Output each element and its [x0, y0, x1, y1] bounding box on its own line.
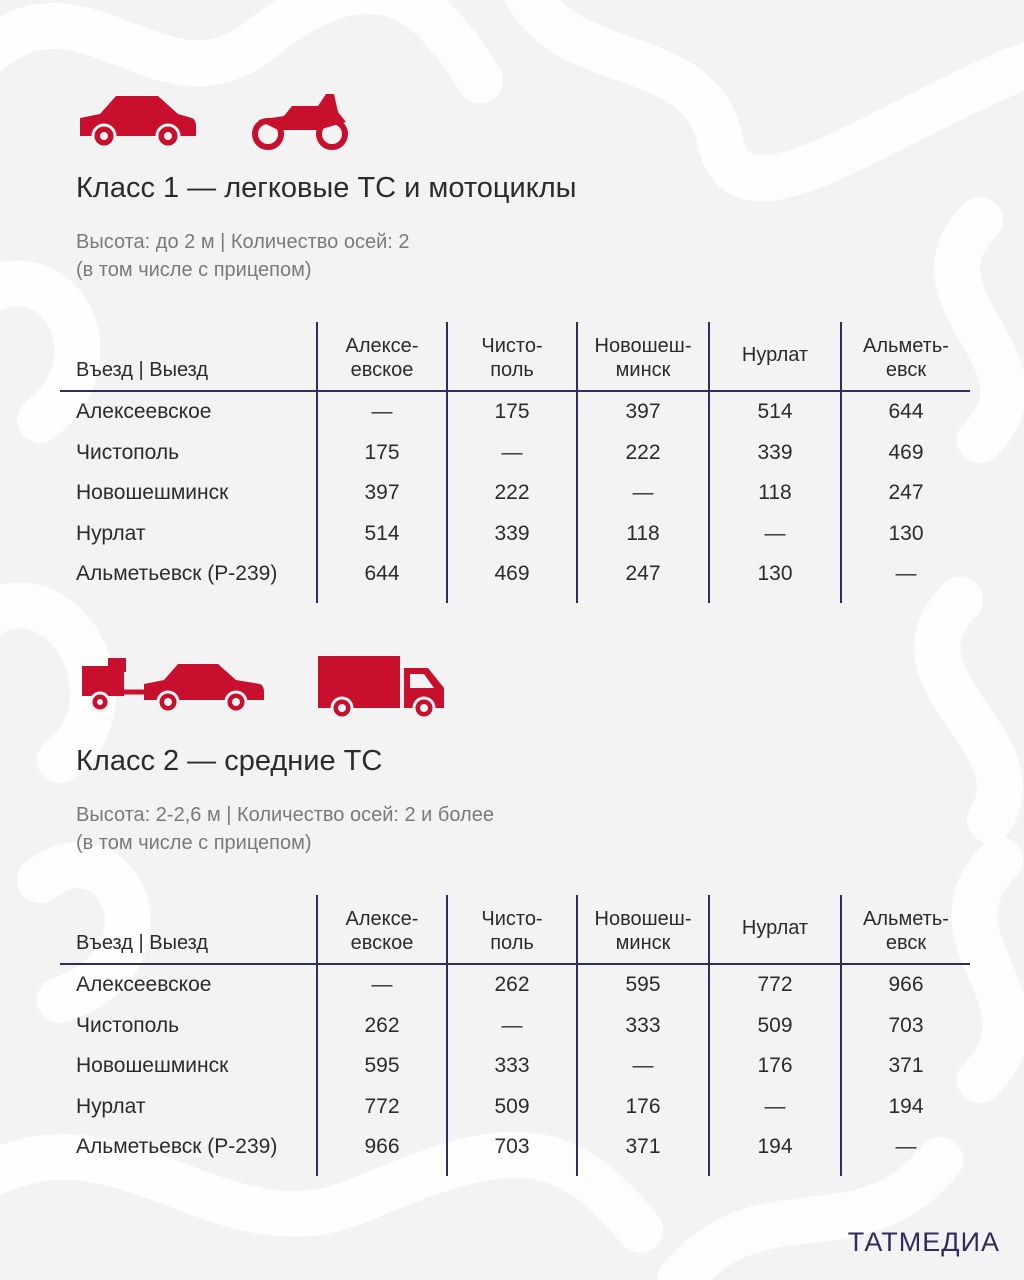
col-header-novosheshminsk: Новошеш- минск: [594, 335, 692, 381]
brand-logo: ТАТМЕДИА: [847, 1227, 1000, 1257]
row-label: Алексеевское: [76, 400, 212, 423]
row-label: Чистополь: [76, 440, 180, 464]
table-cell: —: [501, 440, 523, 464]
table-cell: 262: [494, 973, 530, 996]
column-divider: [576, 322, 578, 603]
table-cell: 509: [494, 1094, 530, 1118]
table-cell: 222: [494, 481, 530, 504]
table-cell: 130: [757, 562, 793, 585]
column-divider: [446, 895, 448, 1176]
row-label: Альметьевск (Р-239): [76, 1135, 278, 1158]
table-cell: 772: [757, 973, 793, 996]
col-header-novosheshminsk: Новошеш- минск: [594, 908, 692, 954]
col-header-alekseevskoe: Алексе- евское: [345, 335, 419, 381]
table-cell: —: [632, 481, 654, 504]
motorcycle-icon: [248, 92, 348, 150]
table-cell: 514: [757, 400, 793, 423]
section-1-subtitle: [76, 228, 410, 284]
table-cell: 397: [364, 481, 400, 504]
row-label: Чистополь: [76, 1013, 180, 1037]
table-cell: 509: [757, 1013, 793, 1037]
column-divider: [576, 895, 578, 1176]
section-1-title: Класс 1 — легковые ТС и мотоциклы: [76, 172, 577, 204]
table-cell: 333: [494, 1054, 530, 1077]
col-header-chistopol: Чисто- поль: [481, 335, 543, 381]
table-cell: 703: [888, 1013, 924, 1037]
table-cell: 644: [364, 562, 400, 585]
section-2-title: Класс 2 — средние ТС: [76, 745, 383, 777]
col-header-almetyevsk: Альметь- евск: [863, 335, 949, 381]
table-body: [60, 965, 970, 1168]
section-2-subtitle-line2: (в том числе с прицепом): [76, 832, 312, 854]
col-header-nurlat: Нурлат: [741, 344, 809, 366]
row-label: Нурлат: [76, 521, 146, 545]
section-1-table: [60, 320, 970, 595]
table-cell: 966: [888, 973, 924, 996]
table-cell: 339: [494, 521, 530, 545]
table-cell: 194: [888, 1094, 924, 1118]
table-cell: 595: [364, 1054, 400, 1077]
table-cell: 262: [364, 1013, 400, 1037]
table-cell: 176: [625, 1094, 661, 1118]
car-with-trailer-icon: [78, 654, 266, 720]
table-row: [60, 965, 970, 1006]
table-header: [60, 893, 970, 965]
table-cell: 469: [888, 440, 924, 464]
section-1-subtitle-line2: (в том числе с прицепом): [76, 259, 312, 281]
col-header-almetyevsk: Альметь- евск: [863, 908, 949, 954]
table-cell: 371: [888, 1054, 924, 1077]
table-cell: 247: [625, 562, 661, 585]
column-divider: [446, 322, 448, 603]
column-divider: [316, 322, 318, 603]
table-cell: 339: [757, 440, 793, 464]
table-cell: 194: [757, 1135, 793, 1158]
table-cell: 130: [888, 521, 924, 545]
row-label: Альметьевск (Р-239): [76, 562, 278, 585]
column-divider: [708, 895, 710, 1176]
col-header-chistopol: Чисто- поль: [481, 908, 543, 954]
table-cell: —: [895, 1135, 917, 1158]
table-row: [60, 1006, 970, 1047]
table-cell: —: [764, 521, 786, 545]
table-cell: 644: [888, 400, 924, 423]
row-label: Новошешминск: [76, 1054, 229, 1077]
table-cell: 118: [758, 481, 792, 504]
column-divider: [840, 895, 842, 1176]
table-row: [60, 1127, 970, 1168]
table-body: [60, 392, 970, 595]
table-cell: 595: [625, 973, 661, 996]
table-cell: 118: [626, 521, 660, 545]
table-row: [60, 1046, 970, 1087]
table-cell: —: [371, 400, 393, 423]
table-cell: 333: [625, 1013, 661, 1037]
table-row: [60, 514, 970, 555]
table-cell: 222: [625, 440, 661, 464]
table-cell: 469: [494, 562, 530, 585]
table-cell: —: [501, 1013, 523, 1037]
table-row: [60, 554, 970, 595]
table-row: [60, 473, 970, 514]
table-cell: 371: [625, 1135, 661, 1158]
column-divider: [316, 895, 318, 1176]
row-header-label: Въезд | Выезд: [76, 932, 209, 954]
table-cell: —: [371, 973, 393, 996]
table-cell: 514: [364, 521, 400, 545]
truck-icon: [318, 654, 446, 720]
section-2-subtitle: [76, 801, 494, 857]
car-icon: [76, 92, 198, 150]
row-header-label: Въезд | Выезд: [76, 359, 209, 381]
column-divider: [840, 322, 842, 603]
section-2-subtitle-line1: Высота: 2-2,6 м | Количество осей: 2 и более: [76, 804, 494, 826]
table-row: [60, 392, 970, 433]
row-label: Новошешминск: [76, 481, 229, 504]
row-label: Алексеевское: [76, 973, 212, 996]
table-cell: 247: [888, 481, 924, 504]
col-header-nurlat: Нурлат: [741, 917, 809, 939]
table-cell: 397: [625, 400, 661, 423]
column-divider: [708, 322, 710, 603]
col-header-alekseevskoe: Алексе- евское: [345, 908, 419, 954]
table-row: [60, 1087, 970, 1128]
table-cell: —: [632, 1054, 654, 1077]
table-cell: 703: [494, 1135, 530, 1158]
table-cell: 175: [494, 400, 530, 423]
table-cell: —: [764, 1094, 786, 1118]
table-cell: 772: [364, 1094, 400, 1118]
table-cell: 176: [757, 1054, 793, 1077]
table-cell: 966: [364, 1135, 400, 1158]
table-header: [60, 320, 970, 392]
table-row: [60, 433, 970, 474]
section-2-table: [60, 893, 970, 1168]
table-cell: —: [895, 562, 917, 585]
table-cell: 175: [364, 440, 400, 464]
row-label: Нурлат: [76, 1094, 146, 1118]
section-1-subtitle-line1: Высота: до 2 м | Количество осей: 2: [76, 231, 410, 253]
